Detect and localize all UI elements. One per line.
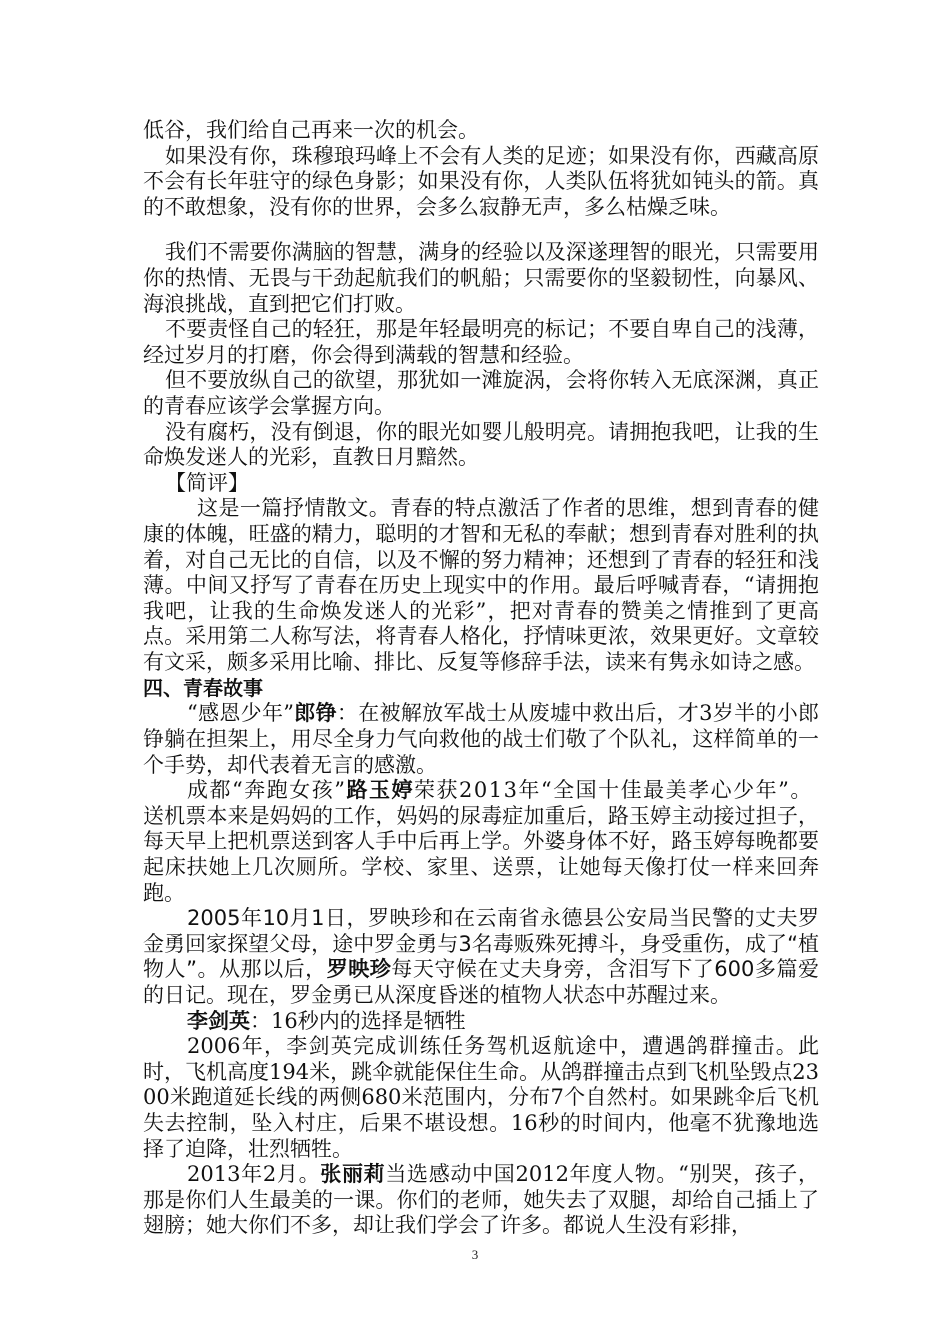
story-award: 荣获2013年“全国十佳最美孝心少年”。 bbox=[413, 778, 813, 803]
essay-paragraph-1: 低谷，我们给自己再来一次的机会。 bbox=[143, 118, 479, 142]
paragraph-gap bbox=[143, 220, 819, 240]
essay-paragraph-3: 我们不需要你满脑的智慧，满身的经验以及深遂理智的眼光，只需要用你的热情、无畏与干劲起航我们的帆船；只需要你的坚毅韧性，向暴风、海浪挑战，直到把它们打败。 bbox=[143, 240, 819, 316]
story-title: 成都“奔跑女孩” bbox=[187, 778, 347, 803]
review-label: 【简评】 bbox=[165, 470, 249, 495]
story-zhanglili bbox=[143, 1162, 819, 1239]
story-text: 当选感动中国2012年度人物。“别哭，孩子，那是你们人生最美的一课。你们的老师，她失去了双腿，却给自己插上了翅膀；她大你们不多，却让我们学会了许多。都说人生没有彩排， bbox=[143, 1162, 819, 1238]
essay-paragraph-4: 不要责怪自己的轻狂，那是年轻最明亮的标记；不要自卑自己的浅薄，经过岁月的打磨，你会得到满载的智慧和经验。 bbox=[143, 317, 819, 367]
review-text: 这是一篇抒情散文。青春的特点激活了作者的思维，想到青春的健康的体魄，旺盛的精力，聪明的才智和无私的奉献；想到青春对胜利的执着，对自己无比的自信，以及不懈的努力精神；还想到了青春的轻狂和浅薄。中间又抒写了青春在历史上现实中的作用。最后呼喊青春，“请拥抱我吧，让我的生命焕发迷人的光彩”，把对青春的赞美之情推到了更高点。采用第二人称写法，将青春人格化，抒情味更浓，效果更好。文章较有文采，颇多采用比喻、排比、反复等修辞手法，读来有隽永如诗之感。 bbox=[143, 496, 819, 674]
story-langzheng bbox=[143, 701, 819, 778]
person-name: 罗映珍 bbox=[326, 957, 392, 982]
story-subtitle: ：16秒内的选择是牺牲 bbox=[250, 1008, 466, 1033]
person-name: 路玉婷 bbox=[346, 778, 414, 803]
person-name: 郎铮 bbox=[294, 701, 337, 726]
story-luoyingzhen bbox=[143, 906, 819, 1008]
person-name: 李剑英 bbox=[187, 1008, 250, 1033]
story-text: 2005年10月1日，罗映珍和在云南省永德县公安局当民警的丈夫罗金勇回家探望父母，途中罗金勇与3名毒贩殊死搏斗，身受重伤，成了“植物人”。从那以后， bbox=[143, 906, 819, 982]
essay-paragraph-6: 没有腐朽，没有倒退，你的眼光如婴儿般明亮。请拥抱我吧，让我的生命焕发迷人的光彩，直教日月黯然。 bbox=[143, 419, 819, 470]
story-luyuting-text: 送机票本来是妈妈的工作，妈妈的尿毒症加重后，路玉婷主动接过担子，每天早上把机票送到客人手中后再上学。外婆身体不好，路玉婷每晚都要起床扶她上几次厕所。学校、家里、送票，让她每天像打仗一样来回奔跑。 bbox=[143, 803, 819, 905]
essay-paragraph-2: 如果没有你，珠穆琅玛峰上不会有人类的足迹；如果没有你，西藏高原不会有长年驻守的绿色身影；如果没有你，人类队伍将犹如钝头的箭。真的不敢想象，没有你的世界，会多么寂静无声，多么枯燥乏味。 bbox=[143, 143, 819, 219]
section-heading: 四、青春故事 bbox=[143, 676, 263, 701]
page-number: 3 bbox=[471, 1247, 479, 1262]
person-name: 张丽莉 bbox=[320, 1162, 386, 1187]
story-luyuting-title bbox=[143, 778, 819, 804]
story-title: “感恩少年” bbox=[187, 701, 294, 726]
essay-paragraph-5: 但不要放纵自己的欲望，那犹如一滩旋涡，会将你转入无底深渊，真正的青春应该学会掌握方向。 bbox=[143, 368, 819, 418]
story-text: 每天守候在丈夫身旁，含泪写下了600多篇爱的日记。现在，罗金勇已从深度昏迷的植物人状态中苏醒过来。 bbox=[143, 957, 819, 1007]
story-text: ：在被解放军战士从废墟中救出后，才3岁半的小郎铮躺在担架上，用尽全身力气向救他的战士们敬了个队礼，这样简单的一个手势，却代表着无言的感激。 bbox=[143, 701, 819, 777]
document-page bbox=[143, 118, 819, 1239]
story-lijianying-text: 2006年，李剑英完成训练任务驾机返航途中，遭遇鸽群撞击。此时，飞机高度194米，跳伞就能保住生命。从鸽群撞击点到飞机坠毁点2300米跑道延长线的两侧680米范围内，分布7个自然村。如果跳伞后飞机失去控制，坠入村庄，后果不堪设想。16秒的时间内，他毫不犹豫地选择了迫降，壮烈牺牲。 bbox=[143, 1034, 819, 1161]
story-lijianying-title bbox=[143, 1009, 819, 1035]
story-date: 2013年2月。 bbox=[187, 1162, 321, 1187]
